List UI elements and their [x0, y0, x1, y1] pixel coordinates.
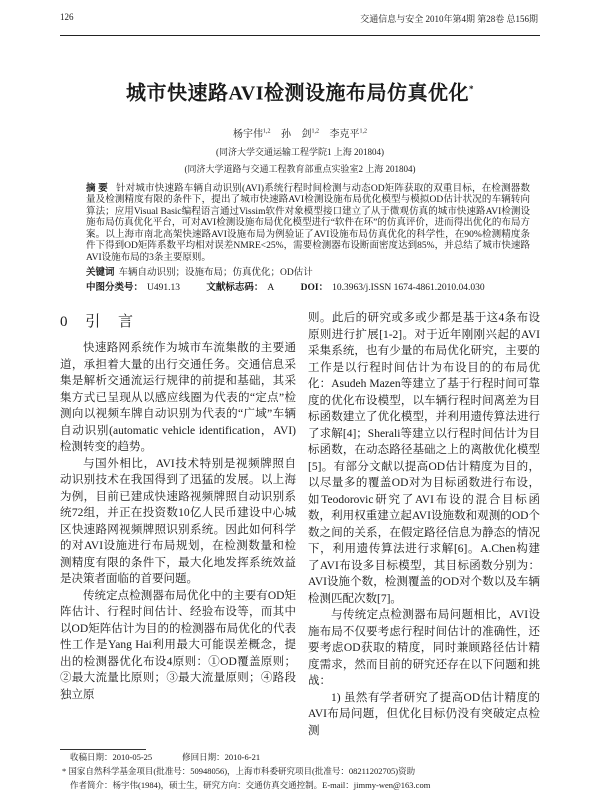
author	[330, 129, 368, 140]
header-rule	[60, 35, 540, 36]
paper-title	[60, 76, 540, 107]
doc-code	[206, 282, 274, 294]
clc-label: 中图分类号：	[86, 283, 144, 294]
revised-date: 修回日期：2010-6-21	[182, 752, 261, 763]
left-column	[60, 310, 296, 739]
author-name: 李克平	[329, 128, 360, 140]
body-columns	[60, 310, 540, 739]
author-name: 孙 剑	[281, 128, 312, 140]
affiliation: (同济大学交通运输工程学院1 上海 201804)	[216, 146, 384, 157]
author-name: 杨宇伟	[233, 128, 263, 140]
funding-footnote: * 国家自然科学基金项目(批准号：50948056)，上海市科委研究项目(批准号：08211202705)资助	[62, 766, 416, 777]
clc-code	[86, 282, 180, 294]
keywords-label: 关键词	[86, 268, 115, 279]
keywords-text: 车辆自动识别；设施布局；仿真优化；OD估计	[118, 268, 313, 279]
section-title: 引 言	[85, 314, 134, 331]
author	[281, 129, 319, 140]
author-bio-footnote: 作者简介：杨宇伟(1984)，硕士生，研究方向：交通仿真交通控制。E-mail：jimmy-wen@163.com	[70, 780, 431, 791]
author-list	[60, 125, 540, 142]
doc-label: 文献标志码：	[206, 283, 264, 294]
abstract-label: 摘 要	[86, 183, 108, 194]
clc-value: U491.13	[147, 283, 181, 294]
doi	[301, 282, 485, 294]
author-affil-mark: 1,2	[311, 128, 319, 135]
paragraph: 1) 虽然有学者研究了提高OD估计精度的AVI布局问题，但优化目标仍没有突破定点检测	[308, 691, 540, 737]
section-heading	[60, 312, 296, 332]
journal-info: 交通信息与安全 2010年第4期 第28卷 总156期	[360, 14, 538, 24]
page-number: 126	[60, 12, 74, 22]
abstract	[86, 184, 530, 265]
doc-value: A	[267, 283, 275, 294]
paragraph: 传统定点检测器布局优化中的主要有OD矩阵估计、行程时间估计、经验布设等，而其中以OD矩阵估计为目的的检测器布局优化的代表性工作是Yang Hai利用最大可能误差概念，提出的检测器优化布设4原则：①OD覆盖原则；②最大流量比原则；③最大流量原则；④路段独立原	[60, 589, 296, 701]
paragraph: 快速路网系统作为城市车流集散的主要通道，承担着大量的出行交通任务。交通信息采集是解析交通流运行规律的前提和基础，其采集方式已呈现从以感应线圈为代表的“定点”检测向以视频车牌自动识别为代表的“广域”车辆自动识别(automatic vehicle identification，AVI)检测转变的趋势。	[60, 342, 296, 454]
paragraph: 与国外相比，AVI技术特别是视频牌照自动识别技术在我国得到了迅猛的发展。以上海为例，目前已建成快速路视频牌照自动识别系统72组，并正在投资数10亿人民币建设中心城区快速路网视频牌照识别系统。因此如何科学的对AVI设施进行布局规划，在检测数量和检测精度有限的条件下，最大化地发挥系统效益是决策者面临的首要问题。	[60, 457, 296, 586]
author-affil-mark: 1,2	[359, 128, 367, 135]
doi-label: DOI：	[300, 283, 329, 294]
section-number: 0	[60, 314, 68, 331]
paragraph: 与传统定点检测器布局问题相比，AVI设施布局不仅要考虑行程时间估计的准确性，还要考虑OD获取的精度，同时兼顾路径估计精度需求，然而目前的研究还存在以下问题和挑战：	[308, 609, 540, 688]
abstract-text: 针对城市快速路车辆自动识别(AVI)系统行程时间检测与动态OD矩阵获取的双重目标，在检测器数量及检测精度有限的条件下，提出了城市快速路AVI检测设施布局优化模型与模拟OD估计状况的车辆转向算法；应用Visual Basic编程语言通过Vissim软件对象模型接口建立了从于微观仿真的城市快速路AVI检测设施布局仿真优化平台，可对AVI检测设施布局优化模型进行“软件在环”的仿真评价，进而得出优化的布局方案。以上海市南北高架快速路AVI设施布局为例验证了AVI设施布局仿真优化的科学性，在90%检测精度条件下得到OD矩阵系数平均相对误差NMRE<25%，需要检测器布设断面密度达到85%，并总结了城市快速路AVI设施布局的3条主要原则。	[86, 183, 530, 263]
title-footnote-mark: *	[469, 84, 475, 94]
dates-footnote	[70, 750, 540, 764]
doi-value: 10.3963/j.ISSN 1674-4861.2010.04.030	[332, 283, 485, 294]
keywords	[86, 267, 530, 279]
right-column	[308, 310, 540, 739]
author-affil-mark: 1,2	[263, 128, 271, 135]
title-text: 城市快速路AVI检测设施布局仿真优化	[125, 82, 470, 105]
running-header	[60, 12, 540, 25]
received-date: 收稿日期：2010-05-25	[70, 752, 153, 763]
affiliation: (同济大学道路与交通工程教育部重点实验室2 上海 201804)	[184, 163, 416, 174]
classification-line	[86, 282, 530, 294]
paragraph: 则。此后的研究或多或少都是基于这4条布设原则进行扩展[1-2]。对于近年刚刚兴起的AVI采集系统，也有少量的布局优化研究，主要的工作是以行程时间估计为布设目的的布局优化：Asudeh Mazen等建立了基于行程时间可靠度的优化布设模型，以车辆行程时间离差为目标函数建立了优化模型，并利用遗传算法进行了求解[4]；Sherali等建立以行程时间估计为目标函数，在动态路径基础之上的离散优化模型[5]。有部分文献以提高OD估计精度为目的，以尽量多的覆盖OD对为目标函数进行布设，如Teodorovic研究了AVI布设的混合目标函数，利用权重建立起AVI设施数和观测的OD个数之间的关系，在假定路径信息为静态的情况下，利用遗传算法进行求解[6]。A.Chen构建了AVI布设多目标模型，其目标函数分别为：AVI设施个数，检测覆盖的OD对个数以及车辆检测匹配次数[7]。	[308, 312, 540, 605]
author	[233, 129, 271, 140]
